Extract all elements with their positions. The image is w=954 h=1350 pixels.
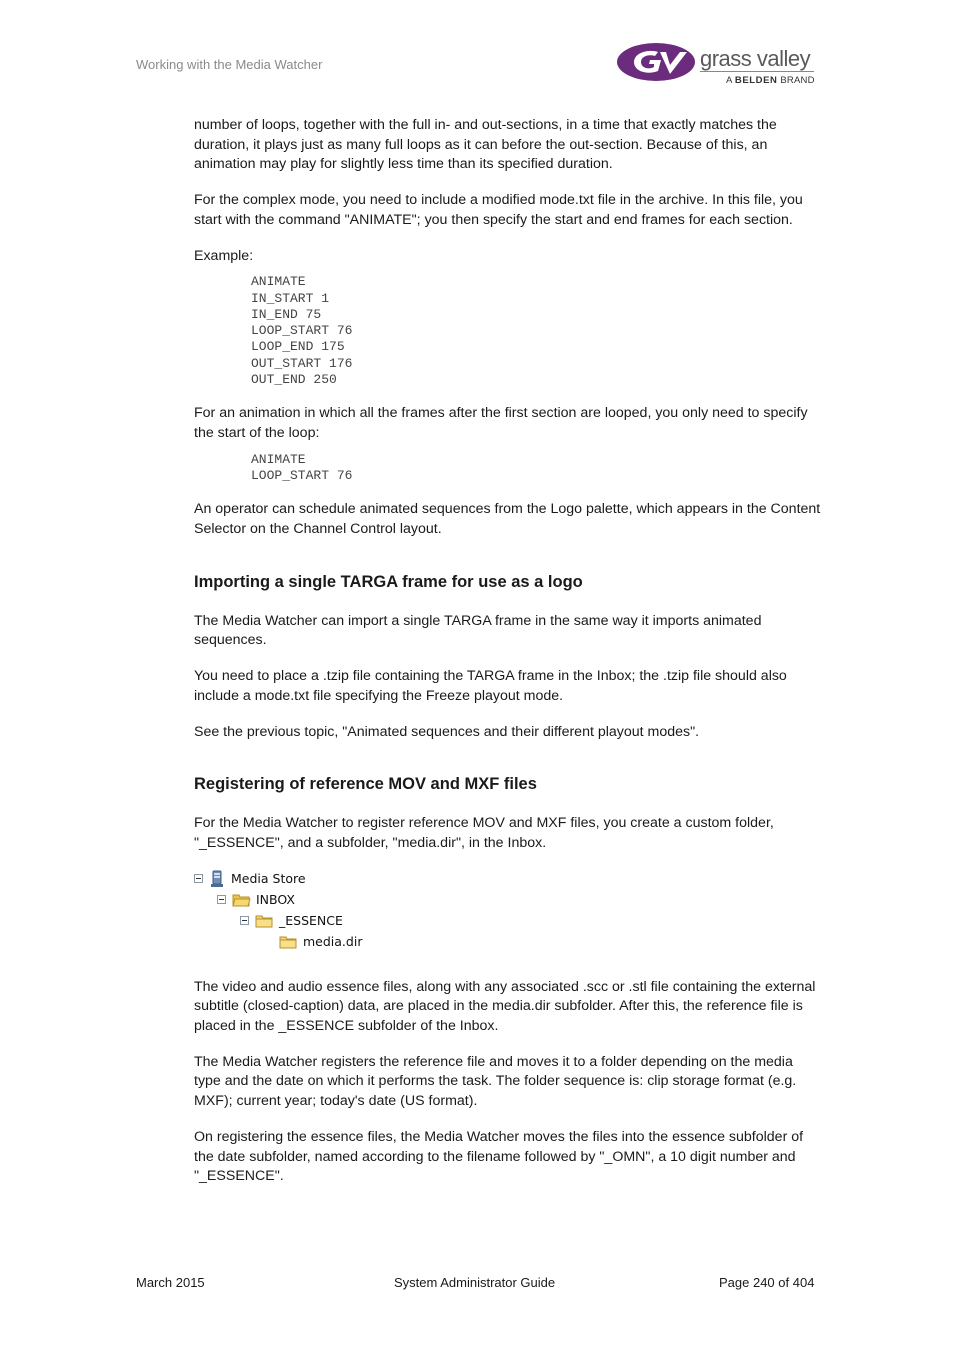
code-block: ANIMATE LOOP_START 76 (251, 451, 353, 483)
footer-page-number: Page 240 of 404 (719, 1275, 815, 1290)
collapse-icon (240, 916, 249, 925)
section-heading: Importing a single TARGA frame for use as a logo (194, 572, 583, 591)
tree-node-essence (240, 911, 343, 931)
logo-tagline (726, 75, 815, 86)
section-title: Working with the Media Watcher (136, 57, 323, 72)
section-heading: Registering of reference MOV and MXF files (194, 775, 537, 794)
gv-emblem-icon (616, 40, 696, 84)
tree-node-media-dir (279, 932, 362, 952)
paragraph: For the complex mode, you need to include a modified mode.txt file in the archive. In this file, you start with the command "ANIMATE"; you then specify the start and end frames for each section. (194, 192, 803, 228)
logo-tagline-suffix: BRAND (780, 75, 815, 86)
paragraph: You need to place a .tzip file containing the TARGA frame in the Inbox; the .tzip file should also include a mode.txt file specifying the Freeze playout mode. (194, 668, 787, 704)
footer-doc-title: System Administrator Guide (394, 1275, 556, 1290)
folder-icon (255, 913, 274, 928)
collapse-icon (217, 895, 226, 904)
paragraph: For the Media Watcher to register reference MOV and MXF files, you create a custom folder, "_ESSENCE", and a subfolder, "media.dir", in the Inbox. (194, 815, 774, 851)
paragraph: The Media Watcher can import a single TARGA frame in the same way it imports animated sequences. (194, 612, 762, 649)
folder-tree-figure (194, 870, 364, 954)
paragraph: number of loops, together with the full in- and out-sections, in a time that exactly matches the duration, it plays just as many full loops as it can before the out-section. Because of this, an animation may play for slightly less time than its specified duration. (194, 117, 777, 173)
page-content (194, 116, 822, 1203)
paragraph: For an animation in which all the frames after the first section are looped, you only need to specify the start of the loop: (194, 405, 808, 441)
media-store-icon (209, 870, 225, 888)
tree-node-media-store (194, 869, 306, 889)
tree-node-inbox (217, 890, 295, 910)
logo-wordmark: grass valley (700, 46, 811, 71)
footer-date: March 2015 (136, 1275, 205, 1290)
grass-valley-logo (616, 38, 816, 90)
collapse-icon (194, 874, 203, 883)
folder-icon (279, 934, 298, 949)
paragraph: On registering the essence files, the Media Watcher moves the files into the essence subfolder of the date subfolder, named according to the filename followed by "_OMN", a 10 digit number and "_ESSENCE". (194, 1128, 804, 1185)
logo-divider (700, 71, 814, 72)
tree-label: _ESSENCE (279, 912, 343, 928)
logo-tagline-prefix: A (726, 75, 733, 86)
tree-label: INBOX (256, 891, 295, 907)
logo-tagline-brand: BELDEN (734, 75, 778, 86)
paragraph: See the previous topic, "Animated sequences and their different playout modes". (194, 723, 700, 740)
code-block: ANIMATE IN_START 1 IN_END 75 LOOP_START 76 LOOP_END 175 OUT_START 176 OUT_END 250 (251, 274, 353, 387)
tree-label: media.dir (303, 933, 363, 949)
open-folder-icon (232, 892, 251, 907)
paragraph: An operator can schedule animated sequences from the Logo palette, which appears in the Content Selector on the Channel Control layout. (194, 501, 821, 537)
tree-label: Media Store (231, 870, 306, 886)
paragraph: Example: (194, 247, 254, 264)
paragraph: The Media Watcher registers the reference file and moves it to a folder depending on the media type and the date on which it performs the task. The folder sequence is: clip storage format (e.g. MXF); current year; today's date (US format). (194, 1053, 797, 1110)
paragraph: The video and audio essence files, along with any associated .scc or .stl file containing the external subtitle (closed-caption) data, are placed in the media.dir subfolder. After this, the reference file is placed in the _ESSENCE subfolder of the Inbox. (194, 978, 816, 1035)
